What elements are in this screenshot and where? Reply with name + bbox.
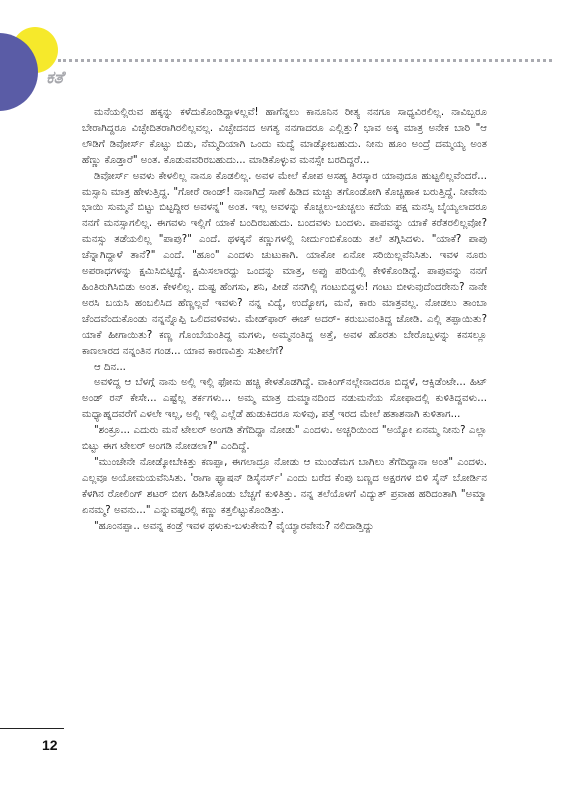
paragraph: ಅವಳಿದ್ದ ಆ ಬೆಳಗ್ಗೆ ನಾನು ಅಲ್ಲಿ ಇಲ್ಲಿ ಫೋನು ಹಚ್ಚಿ ಕೇಳತೊಡಗಿದ್ದೆ. ವಾಕಿಂಗ್‌ನಲ್ಲೇನಾದರೂ ಬಿದ್ದಳೆ, ಆಕ್ಸಿಡೆಂಟೇ... ಹಿಟ್ ಅಂಡ್ ರನ್ ಕೇಸೇ... ಎಷ್ಟೆಲ್ಲ ತರ್ಕಗಳು... ಅಮ್ಮ ಮಾತ್ರ ದುಮ್ಮಾನದಿಂದ ನಡುಮನೆಯ ಸೋಫಾದಲ್ಲಿ ಕುಳಿತಿದ್ದವಳು... ಮಧ್ಯಾಹ್ನದವರೆಗೆ ಎಳಲೇ ಇಲ್ಲ, ಅಲ್ಲಿ ಇಲ್ಲಿ ಎಲ್ಲೆಡೆ ಹುಡುಕಿದರೂ ಸುಳಿವು, ಪತ್ತೆ ಇರದ ಮೇಲೆ ಹತಾಶನಾಗಿ ಕುಳಿತಾಗ... [82,377,487,421]
paragraph: ಡಿವೋರ್ಸ್ ಅವಳು ಕೇಳಲಿಲ್ಲ ನಾನೂ ಕೊಡಲಿಲ್ಲ. ಅವಳ ಮೇಲೆ ಕೋಪ ಅಸಹ್ಯ ತಿರಸ್ಕಾರ ಯಾವುದೂ ಹುಟ್ಟಲಿಲ್ಲವೆಂದರೆ... ಮಸ್ಸಾನಿ ಮಾತ್ರ ಹೇಳುತ್ತಿದ್ದ. "ಗೋರೆ ರಾಂಡ್! ನಾನಾಗಿದ್ರೆ ಸಾಣೆ ಹಿಡಿದ ಮಚ್ಚು ತಗೊಂಡೋಗಿ ಕೊಚ್ಚಿಹಾಕ ಬರುತ್ತಿದ್ದೆ. ನೀವೇನು ಭಾಯಿ ಸುಮ್ಮನೆ ಬಿಟ್ಟು ಬಿಟ್ಟದ್ದೀರ ಅವಳನ್ನ" ಅಂತ. ಇಲ್ಲ ಅವಳನ್ನು ಕೊಚ್ಚಲು-ಚುಚ್ಚಲು ಕದೆಯ ಪಕ್ಷ ಮನಸ್ಸಿ ಬೈಯ್ಯಲಾದರೂ ನನಗೆ ಮನಸ್ಸಾಗಲಿಲ್ಲ. ಈಗವಳು ಇಲ್ಲಿಗೆ ಯಾಕೆ ಬಂದಿರಬಹುದು. ಬಂದವಳು ಬಂದಳು. ಪಾಪವನ್ನು ಯಾಕೆ ಕರೆತರಲಿಲ್ಲವೋ? ಮನಸ್ಸು ತಡೆಯಲಿಲ್ಲ "ಪಾಪು?" ಎಂದೆ. ಥಳಕ್ಕನೆ ಕಣ್ಣುಗಳಲ್ಲಿ ನೀರ್ದುಂಬಿಕೊಂಡು ತಲೆ ತಗ್ಗಿಸಿದಳು. "ಯಾಕೆ? ಪಾಪು ಚೆನ್ನಾಗಿದ್ದಾಳೆ ತಾನೆ?" ಎಂದೆ. "ಹೂಂ" ಎಂದಳು ಚುಟುಕಾಗಿ. ಯಾಕೋ ಏನೋ ಸರಿಯಿಲ್ಲವೆನಿಸಿತು. ಇವಳ ನೂರು ಅಪರಾಧಗಳನ್ನು ಕ್ಷಮಿಸಿಬಿಟ್ಟಿದ್ದೆ. ಕ್ಷಮಿಸಲಾರದ್ದು ಒಂದನ್ನು ಮಾತ್ರ, ಅಪ್ಪು ಪರಿಯಲ್ಲಿ ಕೇಳಿಕೊಂಡಿದ್ದೆ. ಪಾಪುವನ್ನು ನನಗೆ ಹಿಂತಿರುಗಿಸಿಬಿಡು ಅಂತ. ಕೇಳಲಿಲ್ಲ. ದುಷ್ಟ ಹೆಂಗಸು, ಶನಿ, ಪೀಡೆ ನನಗಿಲ್ಲಿ ಗಂಟುಬಿದ್ದಳು! ಗಂಟು ಬೀಳುವುದೆಂದರೇನು? ನಾನೇ ಅರಸಿ ಬಯಸಿ ಹಂಬಲಿಸಿದ ಹೆಣ್ಣಲ್ಲವೆ ಇವಳು? ನನ್ನ ವಿದ್ಯೆ, ಉದ್ಯೋಗ, ಮನೆ, ಕಾರು ಮಾತ್ರವಲ್ಲ. ನೋಡಲು ತಾಂಬಾ ಚೆಂದವೆಂದುಕೊಂಡು ನನ್ನನ್ನೊಪ್ಪಿ ಒಲಿದವಳಿವಳು. ಮೇಡ್‌ಫಾರ್ ಈಚ್ ಅದರ್- ಕರುಬುವಂತಿದ್ದ ಜೋಡಿ. ಎಲ್ಲಿ ತಪ್ಪಾಯಿತು? ಯಾಕೆ ಹೀಗಾಯಿತು? ಕಣ್ಣ ಗೊಂಬೆಯಂತಿದ್ದ ಮಗಳು, ಅಮ್ಮನಂತಿದ್ದ ಅತ್ತೆ, ಅವಳ ಹೊರತು ಬೇರೊಬ್ಬಳನ್ನು ಕನಸಲ್ಲೂ ಕಾಣಲಾರದ ನನ್ನಂತಿನ ಗಂಡ... ಯಾವ ಕಾರಣವಿತ್ತು ಸುಶೀಲೆಗೆ? [82,170,487,357]
section-label: ಕತೆ [46,68,64,88]
paragraph: "ಹೂಂನಪ್ಪಾ.. ಅವನ್ನ ಕಂಡ್ರೆ ಇವಳ ಥಳುಕು-ಬಳುಕೇನು? ವೈಯ್ಯಾರವೇನು? ನಲಿದಾಡ್ತಿದ್ದು [94,520,374,532]
story-text [82,105,487,534]
paragraph: ಆ ದಿನ... [94,361,126,373]
paragraph: "ಶಂಕ್ರೂ... ಎದುರು ಮನೆ ಟೇಲರ್ ಅಂಗಡಿ ತೆಗೆದಿದ್ದಾ ನೋಡು" ಎಂದಳು. ಅಚ್ಚರಿಯಿಂದ "ಅಯ್ಯೋ ಏನಮ್ಮ ನೀನು? ಎಲ್ಲಾ ಬಿಟ್ಟು ಈಗ ಟೇಲರ್ ಅಂಗಡಿ ನೋಡಲಾ?" ಎಂದಿದ್ದೆ. [82,425,487,453]
dotted-header-rule [58,59,552,62]
footer-rule [0,728,64,729]
paragraph: "ಮುಂಚೇನೇ ನೋಡ್ಕೋಬೇಕಿತ್ತು ಕಣಪ್ಪಾ, ಈಗಲಾದ್ರೂ ನೋಡು ಆ ಮುಂಡೆಮಗ ಬಾಗಿಲು ತೆಗೆದಿದ್ದಾನಾ ಅಂತ" ಎಂದಳು. ಎಲ್ಲವೂ ಅಯೋಮಯವೆನಿಸಿತು. 'ರಾಗಾ ಫ್ಯಾಷನ್ ಡಿಸೈನರ್ಸ್' ಎಂದು ಬರೆದ ಕೆಂಪು ಬಣ್ಣದ ಅಕ್ಷರಗಳ ಬಿಳಿ ಸೈನ್ ಬೋರ್ಡಿನ ಕೆಳಗಿನ ರೋಲಿಂಗ್ ಶಟರ್ ಬೀಗ ಹಿಡಿಸಿಕೊಂಡು ಬೆಚ್ಚಗೆ ಕುಳಿತಿತ್ತು. ನನ್ನ ತಲೆಯೊಳಗೆ ವಿದ್ಯುತ್ ಪ್ರವಾಹ ಹರಿದಂತಾಗಿ "ಅಮ್ಮಾ ಏನಮ್ಮ? ಅವನು..." ಎನ್ನುವಷ್ಟರಲ್ಲಿ ಕಣ್ಣು ಕತ್ತಲಿಟ್ಟುಕೊಂಡಿತ್ತು. [82,456,487,516]
page-number: 12 [42,737,58,753]
paragraph: ಮನೆಯಲ್ಲಿರುವ ಹಕ್ಕನ್ನು ಕಳೆದುಕೊಂಡಿದ್ದಾಳಲ್ಲವೆ! ಹಾಗೆನ್ನಲು ಕಾನೂನಿನ ರೀತ್ಯ ನನಗೂ ಸಾಧ್ಯವಿರಲಿಲ್ಲ. ನಾವಿಬ್ಬರೂ ಬೇರಾಗಿದ್ದರೂ ವಿಚ್ಛೇದಿತರಾಗಿರಲಿಲ್ಲವಲ್ಲ. ವಿಚ್ಛೇದನದ ಅಗತ್ಯ ನನಗಾದರೂ ಎಲ್ಲಿತ್ತು? ಭಾವ ಅಕ್ಕ ಮಾತ್ರ ಅನೇಕ ಬಾರಿ "ಆ ಲೌಡಿಗೆ ಡಿವೋರ್ಸ್ ಕೊಟ್ಟು ಬಿಡು, ನೆಮ್ಮದಿಯಾಗಿ ಒಂದು ಮದ್ವೆ ಮಾಡ್ಕೋಬಹುದು. ನೀನು ಹೂಂ ಅಂದ್ರೆ ದಮ್ಮಯ್ಯ ಅಂತ ಹೆಣ್ಣು ಕೊಡ್ತಾರೆ" ಅಂತ. ಕೊಡುವವರಿರಬಹುದು... ಮಾಡಿಕೊಳ್ಳುವ ಮನಸ್ಸೇ ಬರದಿದ್ದರೆ... [82,107,487,166]
